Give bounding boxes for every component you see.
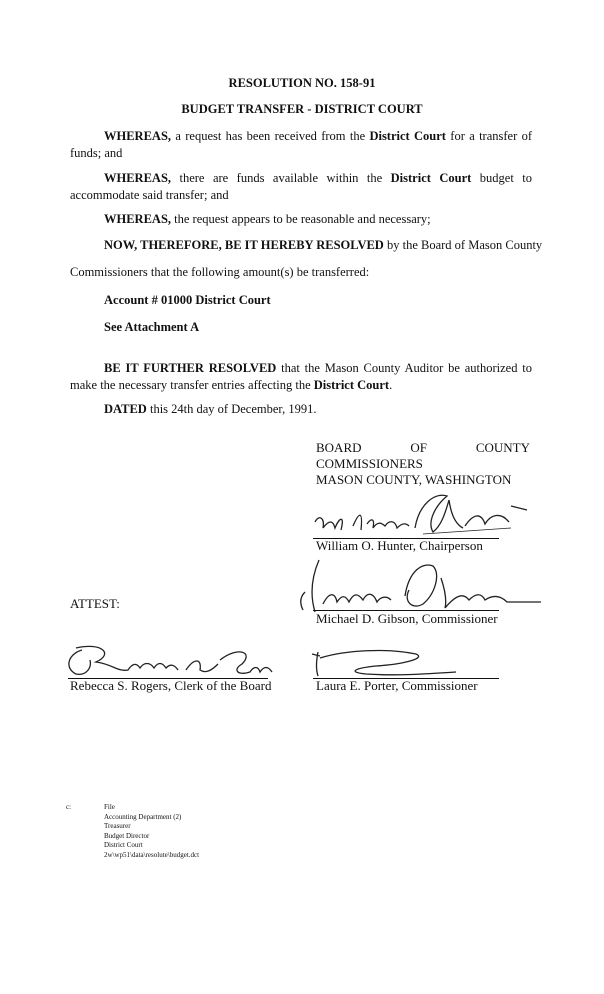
attest-label: ATTEST: xyxy=(70,596,120,611)
district-court-term: District Court xyxy=(390,171,472,185)
whereas-paragraph-3 xyxy=(70,211,532,228)
hunter-name: William O. Hunter, Chairperson xyxy=(316,538,483,553)
whereas-lead: WHEREAS, xyxy=(104,171,172,185)
cc-label: c: xyxy=(66,803,72,811)
paragraph-text: budget to accommodate said transfer; and xyxy=(70,171,532,202)
paragraph-text: by the Board of Mason County xyxy=(383,238,543,252)
paragraph-text: . xyxy=(389,378,393,392)
cc-item: Budget Director xyxy=(104,831,150,840)
whereas-paragraph-2 xyxy=(70,170,532,204)
rogers-name: Rebecca S. Rogers, Clerk of the Board xyxy=(70,678,272,693)
resolved-paragraph xyxy=(104,238,542,253)
dated-line xyxy=(104,402,316,417)
cc-item: File xyxy=(104,803,115,811)
whereas-lead: WHEREAS, xyxy=(104,212,172,226)
cc-item: Treasurer xyxy=(104,822,131,830)
board-heading xyxy=(316,440,530,456)
district-court-term: District Court xyxy=(369,129,446,143)
resolved-lead: NOW, THEREFORE, BE IT HEREBY RESOLVED xyxy=(104,238,384,252)
board-word: OF xyxy=(410,440,427,455)
porter-name: Laura E. Porter, Commissioner xyxy=(316,678,478,693)
gibson-name: Michael D. Gibson, Commissioner xyxy=(316,611,498,626)
cc-list xyxy=(104,803,199,860)
resolution-number: RESOLUTION NO. 158-91 xyxy=(228,76,376,90)
district-court-term: District Court xyxy=(313,378,390,392)
account-line: Account # 01000 District Court xyxy=(104,293,271,307)
cc-item: 2w\wp51\data\resolute\budget.dct xyxy=(104,850,200,859)
attachment-line: See Attachment A xyxy=(104,320,200,334)
board-word: BOARD xyxy=(316,440,362,455)
paragraph-text: for a transfer of funds; and xyxy=(70,129,532,160)
board-word: COUNTY xyxy=(475,440,530,455)
resolved-paragraph-continuation: Commissioners that the following amount(s) be transferred: xyxy=(70,265,370,279)
dated-text: this 24th day of December, 1991. xyxy=(146,402,317,416)
cc-item: Accounting Department (2) xyxy=(104,812,182,821)
paragraph-text: that the Mason County Auditor be authorized to make the necessary transfer entries affecting the xyxy=(70,361,532,392)
resolution-subject: BUDGET TRANSFER - DISTRICT COURT xyxy=(181,102,423,116)
hunter-signature xyxy=(305,484,535,544)
paragraph-text: the request appears to be reasonable and necessary; xyxy=(171,212,431,226)
paragraph-text: a request has been received from the xyxy=(171,129,370,143)
board-commissioners: COMMISSIONERS xyxy=(316,456,423,471)
further-resolved-lead: BE IT FURTHER RESOLVED xyxy=(104,361,277,375)
whereas-lead: WHEREAS, xyxy=(104,129,172,143)
cc-item: District Court xyxy=(104,841,143,849)
paragraph-text: there are funds available within the xyxy=(171,171,391,185)
further-resolved-paragraph xyxy=(70,360,532,394)
board-county: MASON COUNTY, WASHINGTON xyxy=(316,472,512,487)
whereas-paragraph-1 xyxy=(70,128,532,162)
dated-lead: DATED xyxy=(104,402,147,416)
porter-signature xyxy=(306,644,486,680)
